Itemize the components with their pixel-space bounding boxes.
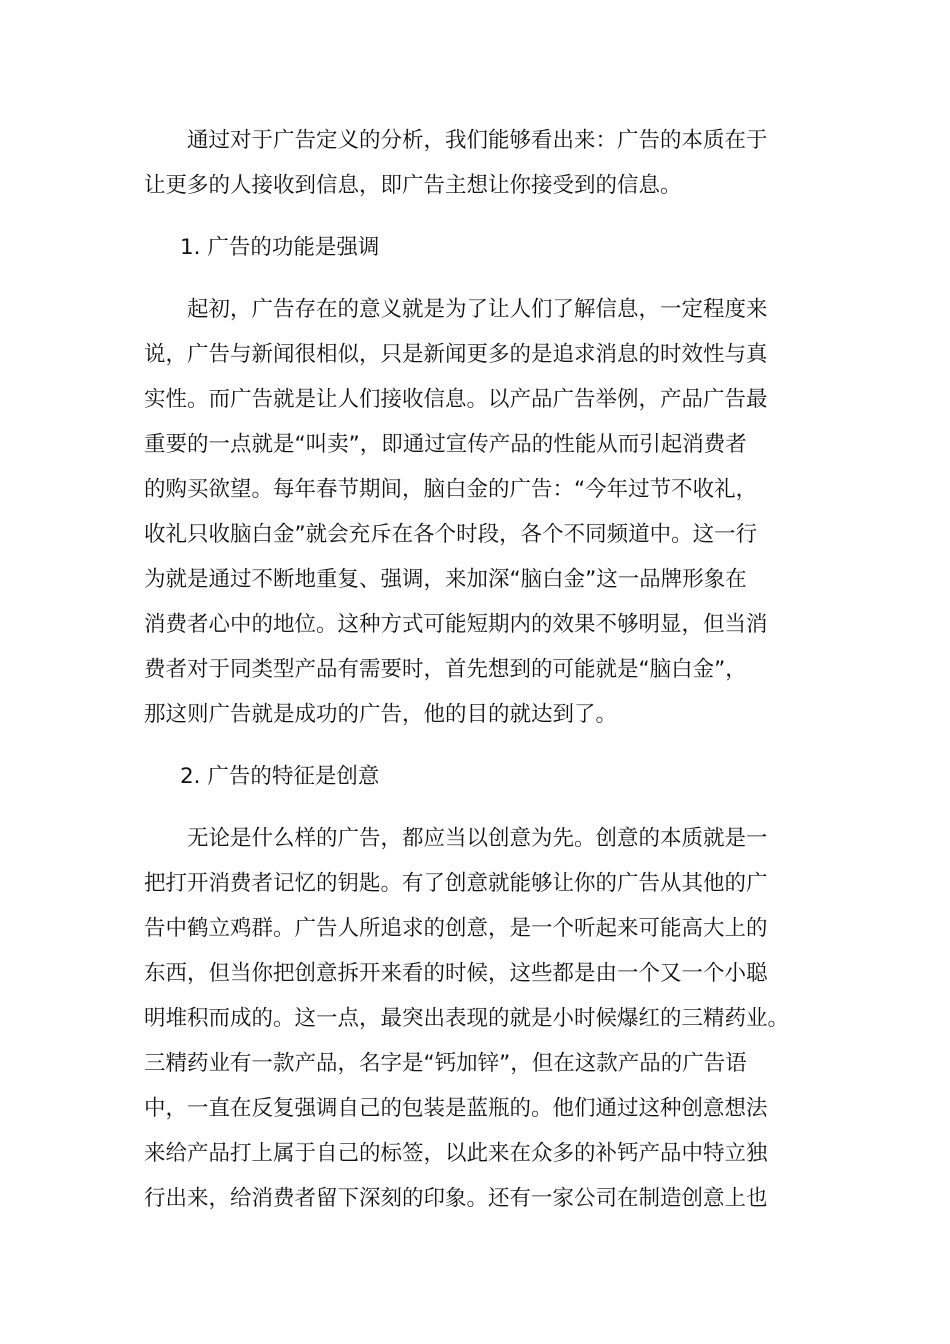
text-line: 无论是什么样的广告，都应当以创意为先。创意的本质就是一 — [187, 826, 768, 851]
text-line: 东西，但当你把创意拆开来看的时候，这些都是由一个又一个小聪 — [144, 961, 768, 986]
section-heading-creativity: 2. 广告的特征是创意 — [180, 764, 380, 789]
text-line: 那这则广告就是成功的广告，他的目的就达到了。 — [144, 702, 618, 727]
paragraph-function — [144, 287, 794, 737]
text-line: 明堆积而成的。这一点，最突出表现的就是小时候爆红的三精药业。 — [144, 1006, 790, 1031]
text-line: 起初，广告存在的意义就是为了让人们了解信息，一定程度来 — [187, 297, 768, 322]
text-line: 行出来，给消费者留下深刻的印象。还有一家公司在制造创意上也 — [144, 1186, 768, 1211]
text-line: 把打开消费者记忆的钥匙。有了创意就能够让你的广告从其他的广 — [144, 871, 768, 896]
text-line: 中，一直在反复强调自己的包装是蓝瓶的。他们通过这种创意想法 — [144, 1096, 768, 1121]
text-line: 说，广告与新闻很相似，只是新闻更多的是追求消息的时效性与真 — [144, 342, 768, 367]
text-line: 收礼只收脑白金”就会充斥在各个时段，各个不同频道中。这一行 — [144, 522, 758, 547]
paragraph-intro — [144, 118, 794, 208]
text-line: 费者对于同类型产品有需要时，首先想到的可能就是“脑白金”， — [144, 657, 747, 682]
text-line: 重要的一点就是“叫卖”，即通过宣传产品的性能从而引起消费者 — [144, 432, 747, 457]
text-line: 让更多的人接收到信息，即广告主想让你接受到的信息。 — [144, 173, 682, 198]
text-line: 的购买欲望。每年春节期间，脑白金的广告：“今年过节不收礼， — [144, 477, 758, 502]
text-line: 消费者心中的地位。这种方式可能短期内的效果不够明显，但当消 — [144, 612, 768, 637]
document-body — [144, 118, 794, 1238]
text-line: 实性。而广告就是让人们接收信息。以产品广告举例，产品广告最 — [144, 387, 768, 412]
text-line: 为就是通过不断地重复、强调，来加深“脑白金”这一品牌形象在 — [144, 567, 747, 592]
text-line: 告中鹤立鸡群。广告人所追求的创意，是一个听起来可能高大上的 — [144, 916, 768, 941]
text-line: 通过对于广告定义的分析，我们能够看出来：广告的本质在于 — [187, 128, 768, 153]
text-line: 来给产品打上属于自己的标签，以此来在众多的补钙产品中特立独 — [144, 1141, 768, 1166]
paragraph-creativity — [144, 816, 794, 1221]
text-line: 三精药业有一款产品，名字是“钙加锌”，但在这款产品的广告语 — [144, 1051, 747, 1076]
section-heading-function: 1. 广告的功能是强调 — [180, 235, 380, 260]
